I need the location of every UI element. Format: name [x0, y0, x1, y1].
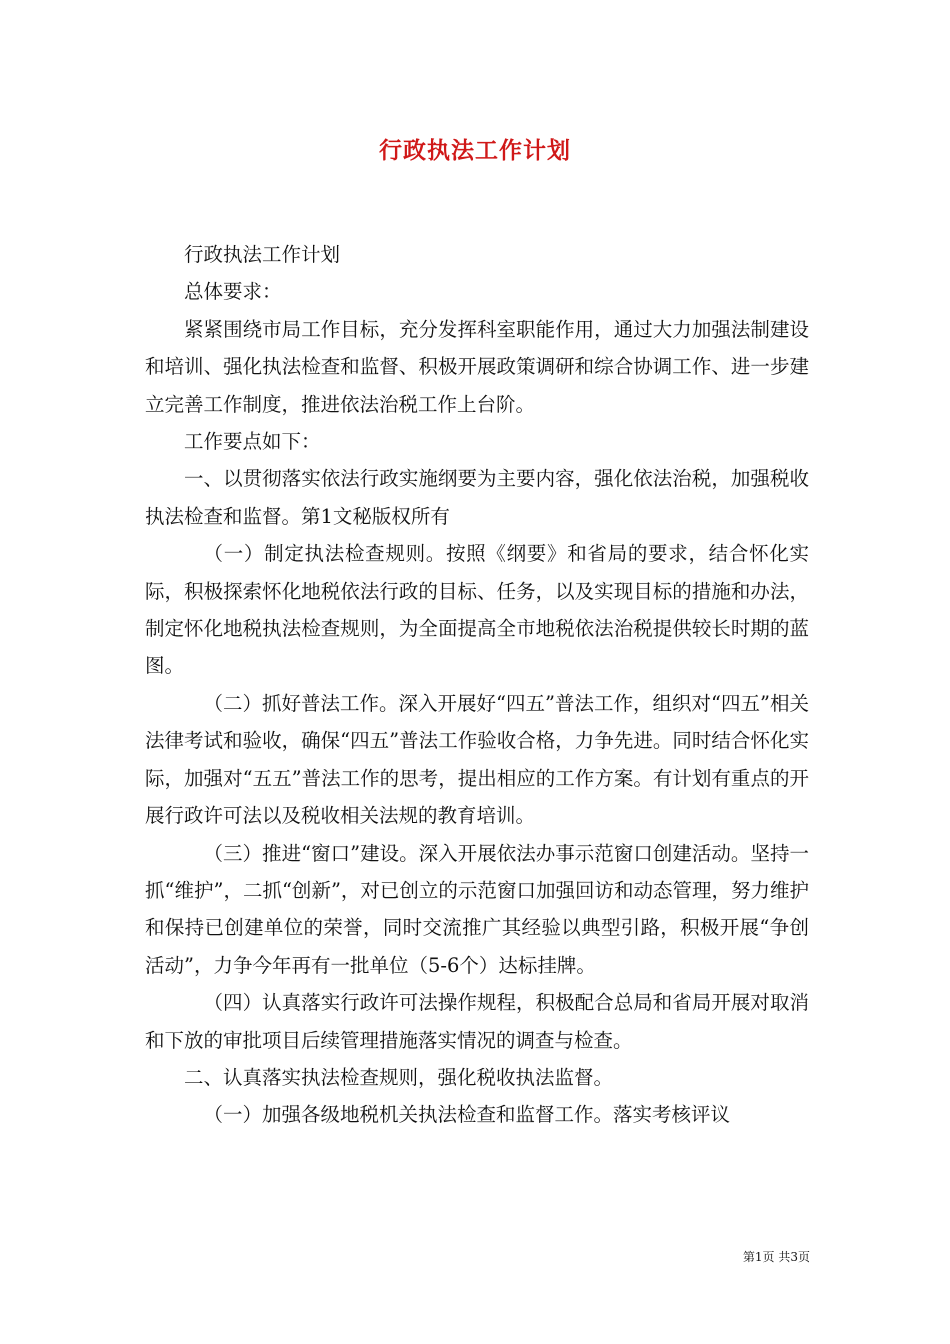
document-body	[145, 236, 809, 1134]
paragraph-work-points: 工作要点如下：	[184, 430, 321, 454]
document-title: 行政执法工作计划	[379, 137, 571, 164]
paragraph-section-1-item-2: （二）抓好普法工作。深入开展好“四五”普法工作，组织对“四五”相关法律考试和验收，确保“四五”普法工作验收合格，力争先进。同时结合怀化实际，加强对“五五”普法工作的思考，提出相应的工作方案。有计划有重点的开展行政许可法以及税收相关法规的教育培训。	[145, 691, 809, 828]
paragraph-section-1-item-3: （三）推进“窗口”建设。深入开展依法办事示范窗口创建活动。坚持一抓“维护”，二抓“创新”，对已创立的示范窗口加强回访和动态管理，努力维护和保持已创建单位的荣誉，同时交流推广其经验以典型引路，积极开展“争创活动”，力争今年再有一批单位（5-6个）达标挂牌。	[145, 841, 809, 977]
paragraph-section-1-item-1: （一）制定执法检查规则。按照《纲要》和省局的要求，结合怀化实际，积极探索怀化地税依法行政的目标、任务，以及实现目标的措施和办法，制定怀化地税执法检查规则，为全面提高全市地税依法治税提供较长时期的蓝图。	[145, 542, 809, 678]
paragraph-section-1: 一、以贯彻落实依法行政实施纲要为主要内容，强化依法治税，加强税收执法检查和监督。第1文秘版权所有	[145, 467, 809, 528]
paragraph-section-2-item-1: （一）加强各级地税机关执法检查和监督工作。落实考核评议	[203, 1103, 731, 1127]
paragraph-section-2: 二、认真落实执法检查规则，强化税收执法监督。	[184, 1065, 614, 1089]
page-number: 第1页 共3页	[742, 1250, 810, 1264]
paragraph-intro: 紧紧围绕市局工作目标，充分发挥科室职能作用，通过大力加强法制建设和培训、强化执法检查和监督、积极开展政策调研和综合协调工作、进一步建立完善工作制度，推进依法治税工作上台阶。	[145, 317, 809, 416]
paragraph-section-1-item-4: （四）认真落实行政许可法操作规程，积极配合总局和省局开展对取消和下放的审批项目后续管理措施落实情况的调查与检查。	[145, 991, 809, 1052]
paragraph-general-requirements: 总体要求：	[184, 280, 282, 304]
paragraph-heading: 行政执法工作计划	[184, 243, 341, 266]
